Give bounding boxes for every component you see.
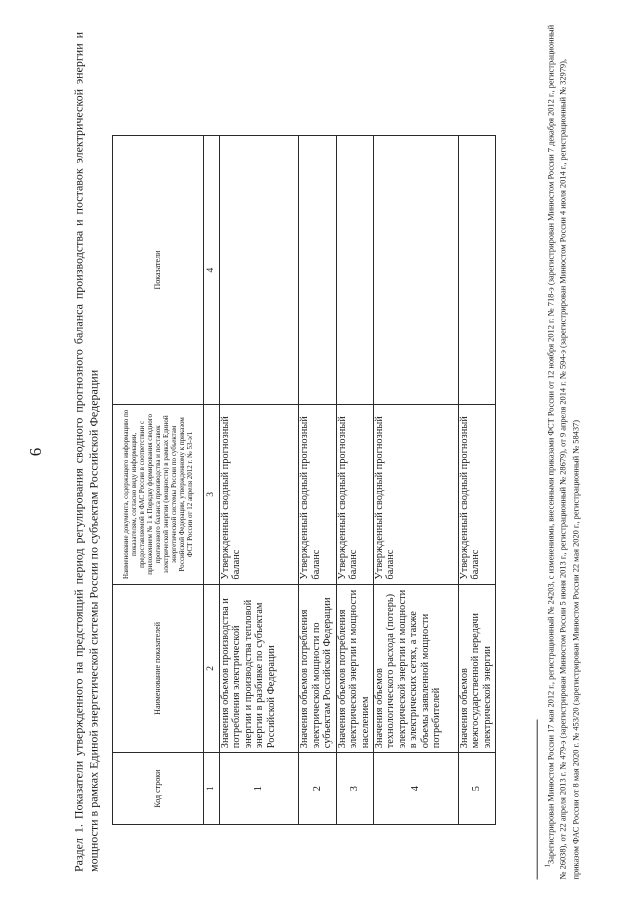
table-row (336, 136, 373, 825)
table-row (299, 136, 336, 825)
page-number: 6 (26, 447, 45, 457)
section-heading: Раздел 1. Показатели утвержденного на предстоящий период регулирования сводного прогнозного баланса производства и поставок электрической энергии и мощности в рамках Единой энергетической системы России по субъектам Российской Федерации (71, 32, 100, 872)
table-row (458, 136, 495, 825)
row-document: Утвержденный сводный прогнозный баланс (373, 405, 458, 584)
header-name: Наименование показателей (113, 584, 204, 753)
row-value (299, 136, 336, 405)
row-name: Значения объемов производства и потребления электрической энергии и производства тепловой энергии в разбивке по субъектам Российской Федерации (219, 584, 299, 753)
column-number: 4 (204, 136, 220, 405)
table-header-row (113, 136, 204, 825)
row-document: Утвержденный сводный прогнозный баланс (458, 405, 495, 584)
header-indicators: Показатели (113, 136, 204, 405)
footnote-divider (537, 720, 538, 880)
footnote-text (542, 25, 584, 880)
row-code: 1 (219, 753, 299, 825)
row-document: Утвержденный сводный прогнозный баланс (336, 405, 373, 584)
row-value (219, 136, 299, 405)
footnote-body: Зарегистрирован Минюстом России 17 мая 2012 г., регистрационный № 24203, с изменениями, внесенными приказами ФСТ России от 12 ноября 2012 г. № 718-э (зарегистрирован Минюстом России 7 декабря 2012 г., регистрационный № 26038), от 22 апреля 2013 г. № 479-э (зарегистрирован Минюстом России 5 июня 2013 г., регистрационный № 28679), от 9 апреля 2014 г. № 594-э (зарегистрирован Минюстом России 4 июля 2014 г., регистрационный № 32979), приказом ФАС России от 8 мая 2020 г. № 453/20 (зарегистрирован Минюстом России 22 мая 2020 г., регистрационный № 58437) (546, 24, 581, 880)
row-code: 5 (458, 753, 495, 825)
column-number: 2 (204, 584, 220, 753)
indicators-table (112, 135, 496, 825)
row-name: Значения объемов межгосударственной передачи электрической энергии (458, 584, 495, 753)
row-document: Утвержденный сводный прогнозный баланс (219, 405, 299, 584)
row-value (373, 136, 458, 405)
row-name: Значения объемов потребления электрической мощности по субъектам Российской Федерации (299, 584, 336, 753)
row-code: 2 (299, 753, 336, 825)
row-value (336, 136, 373, 405)
footnote-marker: 1 (543, 864, 552, 868)
row-document: Утвержденный сводный прогнозный баланс (299, 405, 336, 584)
row-code: 3 (336, 753, 373, 825)
column-number-row (204, 136, 220, 825)
header-code: Код строки (113, 753, 204, 825)
table-row (219, 136, 299, 825)
table-row (373, 136, 458, 825)
column-number: 3 (204, 405, 220, 584)
row-name: Значения объемов технологического расхода (потерь) электрической энергии и мощности в электрических сетях, а также объемы заявленной мощности потребителей (373, 584, 458, 753)
row-name: Значения объемов потребления электрической энергии и мощности населением (336, 584, 373, 753)
row-code: 4 (373, 753, 458, 825)
footnote (537, 25, 584, 880)
row-value (458, 136, 495, 405)
column-number: 1 (204, 753, 220, 825)
header-document: Наименование документа, содержащего информацию по показателям, согласно виду информации, предоставляемой в ФАС России в соответствии с приложением № 1 к Порядку формирования сводного прогнозного баланса производства и поставок электрической энергии (мощности) в рамках Единой энергетической системы России по субъектам Российской Федерации, утвержденному к приказом ФСТ России от 12 апреля 2012 г. № 53-э/1 (113, 405, 204, 584)
